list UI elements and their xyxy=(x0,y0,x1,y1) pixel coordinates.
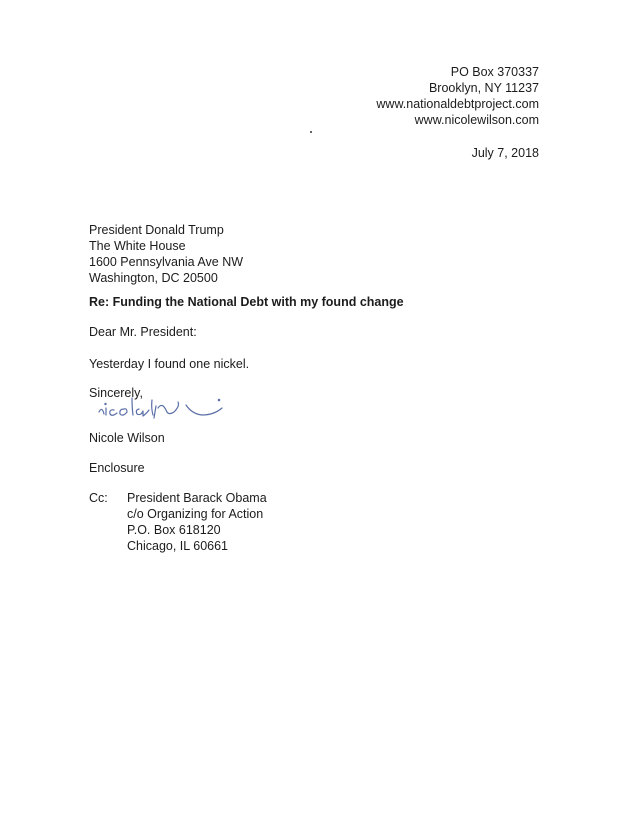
handwritten-signature xyxy=(96,392,246,426)
recipient-street: 1600 Pennsylvania Ave NW xyxy=(89,255,244,269)
recipient-name: President Donald Trump xyxy=(89,223,224,237)
cc-organization: c/o Organizing for Action xyxy=(127,507,264,521)
closing: Sincerely, xyxy=(89,386,143,400)
cc-address xyxy=(127,490,267,554)
enclosure-note: Enclosure xyxy=(89,461,145,475)
salutation: Dear Mr. President: xyxy=(89,325,197,339)
sender-city: Brooklyn, NY 11237 xyxy=(428,81,539,95)
cc-name: President Barack Obama xyxy=(127,491,267,505)
scan-speck xyxy=(310,131,312,133)
sender-website-project: www.nationaldebtproject.com xyxy=(376,97,539,111)
sender-po-box: PO Box 370337 xyxy=(450,65,539,79)
sender-address xyxy=(376,64,539,128)
signer-name: Nicole Wilson xyxy=(89,431,165,445)
recipient-address xyxy=(89,222,243,286)
subject-line: Re: Funding the National Debt with my found change xyxy=(89,295,404,309)
letter-date: July 7, 2018 xyxy=(471,146,539,160)
cc-label: Cc: xyxy=(89,491,108,505)
letter-body: Yesterday I found one nickel. xyxy=(89,357,250,371)
cc-city: Chicago, IL 60661 xyxy=(127,539,229,553)
recipient-building: The White House xyxy=(89,239,186,253)
cc-po-box: P.O. Box 618120 xyxy=(127,523,221,537)
recipient-city: Washington, DC 20500 xyxy=(89,271,218,285)
sender-website-personal: www.nicolewilson.com xyxy=(414,113,539,127)
